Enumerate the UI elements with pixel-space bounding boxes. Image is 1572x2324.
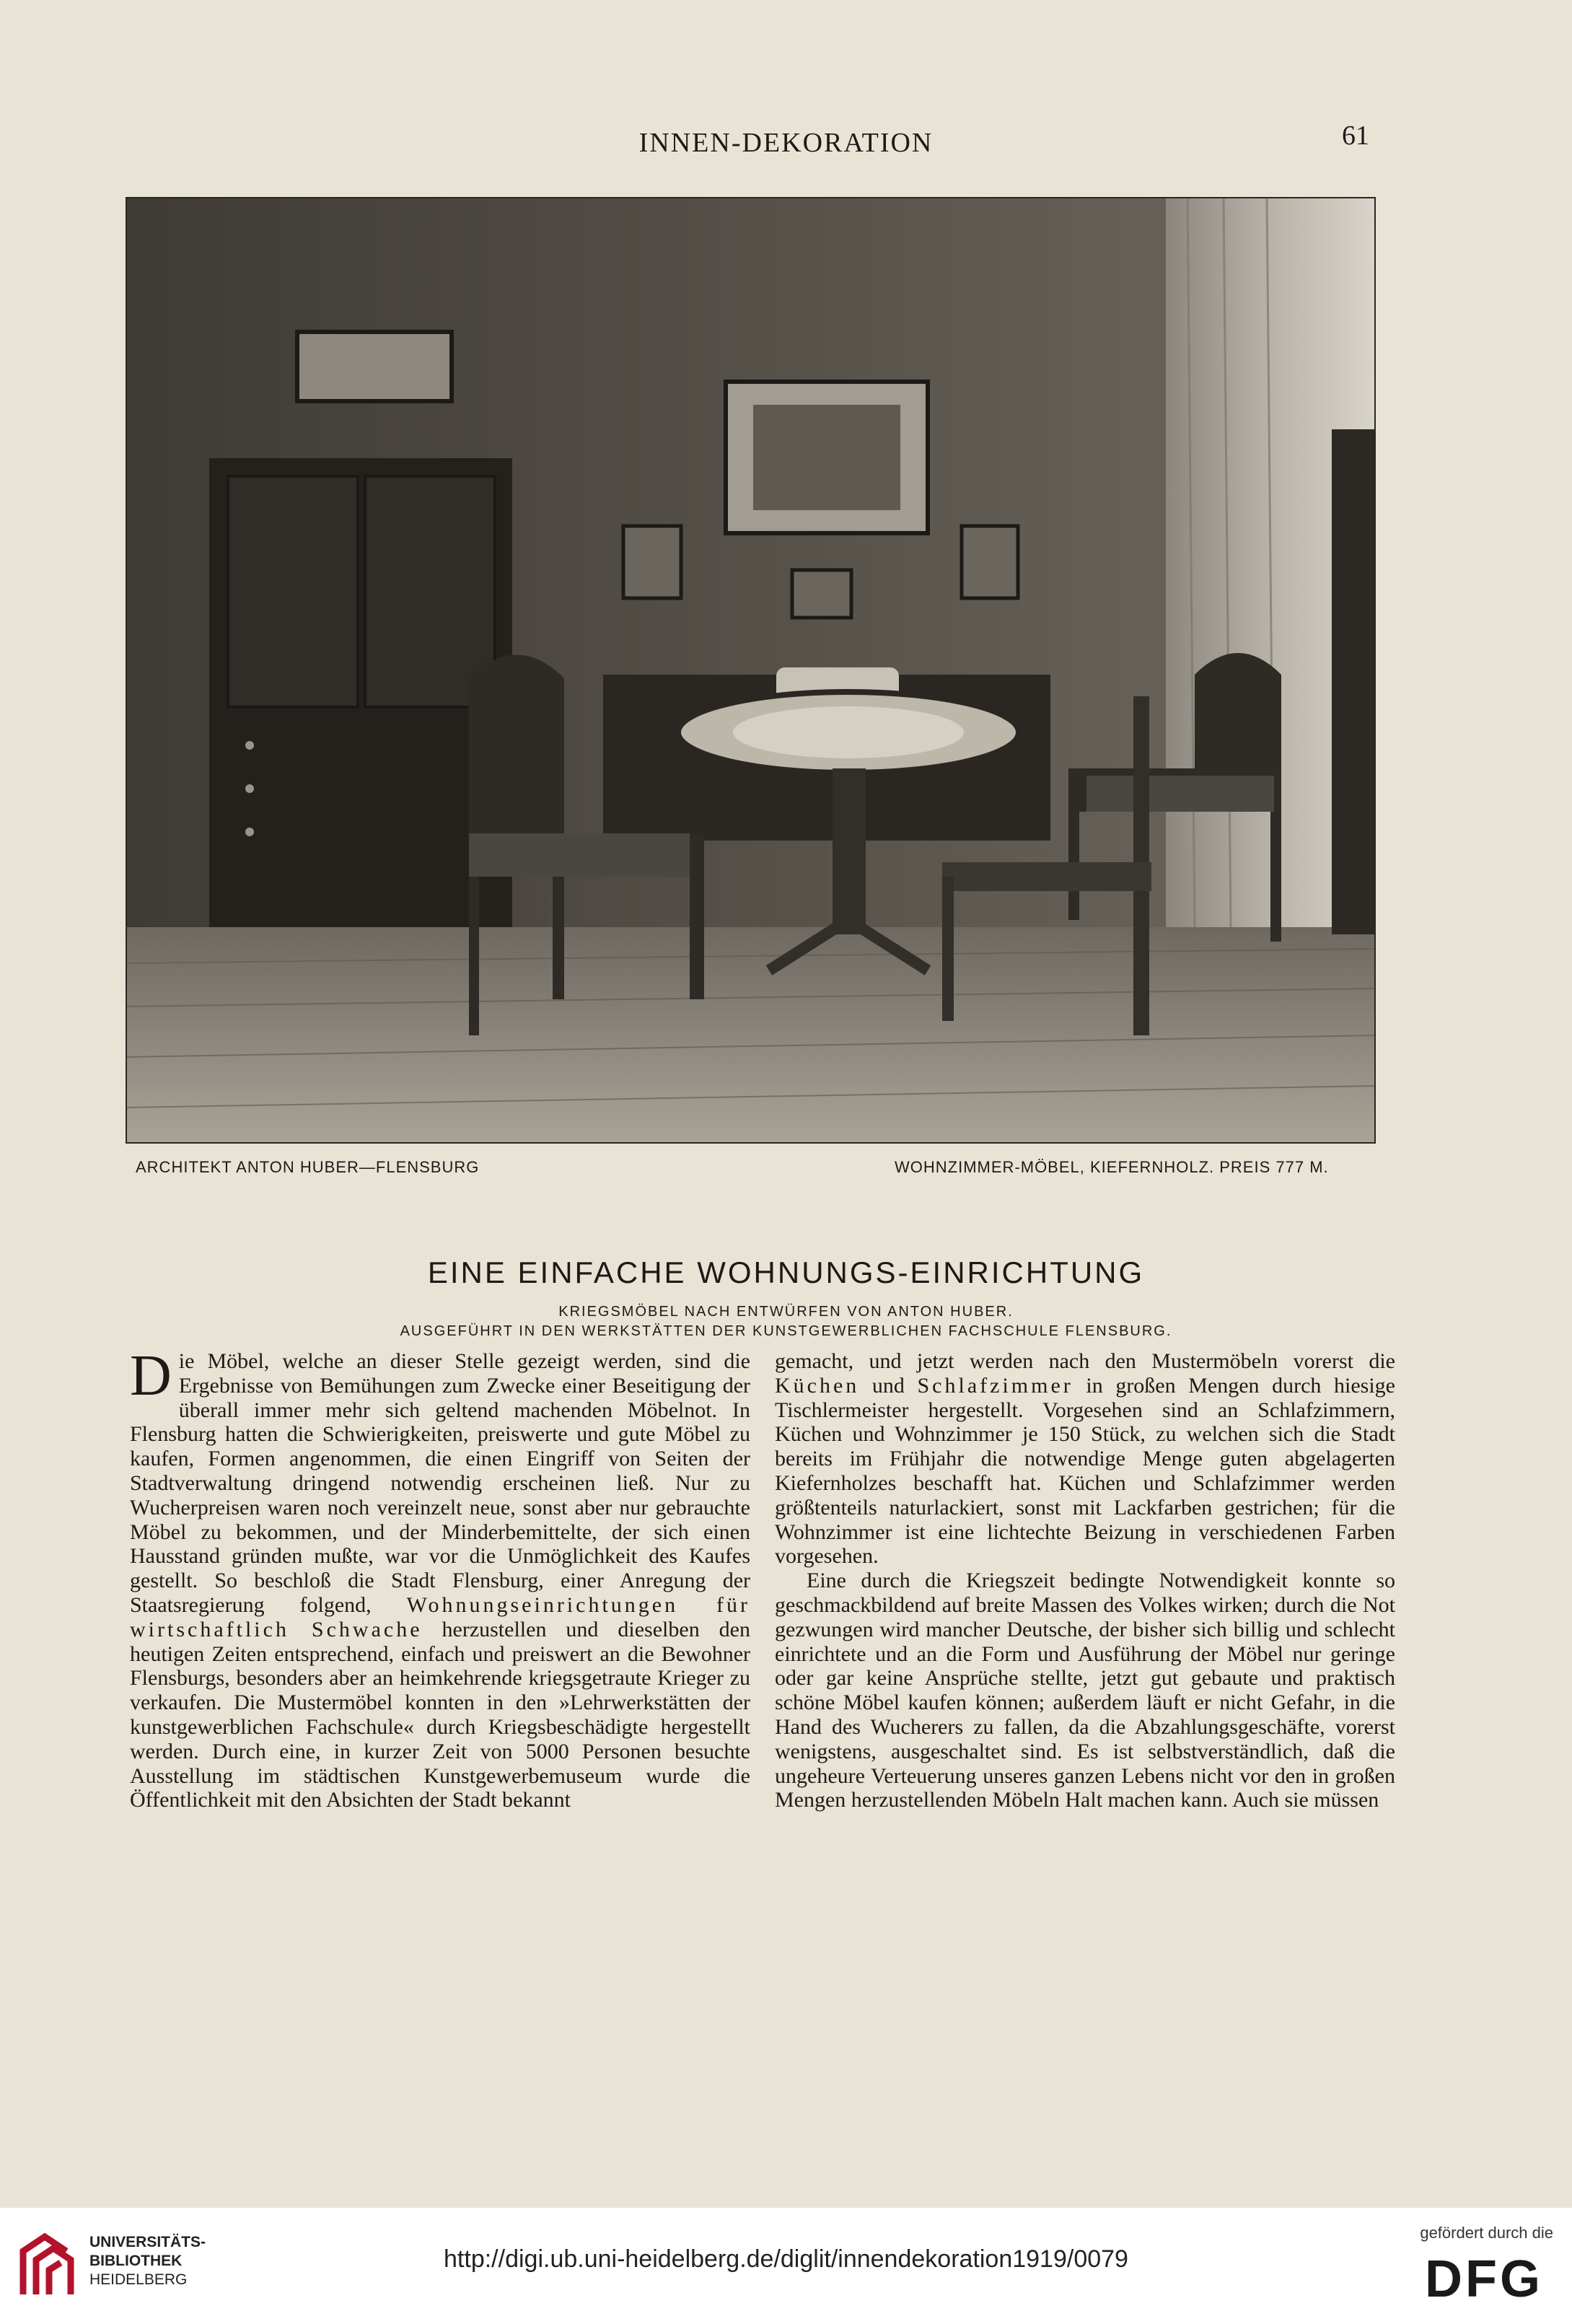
library-name-line-3: HEIDELBERG <box>89 2271 188 2288</box>
paragraph-1-part-b: herzustellen und dieselben den heutigen Zeiten entsprechend, einfach und preiswert an die Bewohner Flensburgs, besonders aber an heimkehrende kriegsgetraute Krieger zu verkaufen. Die Mustermöbel konnten in den »Lehrwerkstätten der kunstgewerblichen Fachschule« durch Kriegsbeschädigte hergestellt werden. Durch eine, in kurzer Zeit von 5000 Personen besuchte Ausstellung im städtischen Kunstgewerbemuseum wurde die Öffentlichkeit mit den Absichten der Stadt bekannt <box>130 1617 750 1812</box>
paragraph-2 <box>775 1349 1395 1569</box>
paragraph-2-part-b: und <box>859 1373 918 1398</box>
paragraph-1-part-a: ie Möbel, welche an dieser Stelle gezeigt werden, sind die Ergebnisse von Bemühungen zum Zwecke einer Beseitigung der überall immer mehr sich geltend machenden Möbelnot. In Flensburg hatten die Schwierigkeiten, preiswerte und gute Möbel zu kaufen, Formen angenommen, die einen Eingriff von Seiten der Stadtverwaltung dringend notwendig erscheinen ließ. Nur zu Wucherpreisen waren noch vereinzelt neue, sonst aber nur gebrauchte Möbel zu bekommen, und der Minderbemittelte, der sich einen Hausstand gründen mußte, war vor die Unmöglichkeit des Kaufes gestellt. So beschloß die Stadt Flensburg, einer Anregung der Staatsregierung folgend, <box>130 1349 750 1617</box>
funding-note: gefördert durch die <box>1420 2224 1553 2242</box>
article-subtitle-2: AUSGEFÜHRT IN DEN WERKSTÄTTEN DER KUNSTGEWERBLICHEN FACHSCHULE FLENSBURG. <box>400 1323 1172 1339</box>
paragraph-3: Eine durch die Kriegszeit bedingte Notwendigkeit konnte so geschmackbildend auf breite Massen des Volkes wirken; durch die Not gezwungen wird mancher Deutsche, der bisher sich billig und schlecht einrichtete und an die Form und Ausführung der Möbel nur geringe oder gar keine Ansprüche stellte, jetzt gut gebaute und praktisch schöne Möbel kaufen können; außerdem läuft er nicht Gefahr, in die Hand des Wucherers zu fallen, da die Abzahlungsgeschäfte, vorerst wenigstens, ausgeschaltet sind. Es ist selbstverständlich, daß die ungeheure Verteuerung unseres ganzen Lebens nicht vor den in großen Mengen herzustellenden Möbeln Halt machen kann. Auch sie müssen <box>775 1569 1395 1812</box>
permalink-url[interactable]: http://digi.ub.uni-heidelberg.de/diglit/innendekoration1919/0079 <box>444 2245 1128 2273</box>
emphasized-kitchens: Küchen <box>775 1373 860 1398</box>
dfg-logo: DFG <box>1425 2250 1543 2308</box>
emphasized-bedrooms: Schlafzimmer <box>917 1373 1073 1398</box>
living-room-photo-graphic <box>127 198 1374 1142</box>
article-subtitle-1: KRIEGSMÖBEL NACH ENTWÜRFEN VON ANTON HUBER. <box>558 1304 1014 1320</box>
library-name-line-1: UNIVERSITÄTS- <box>89 2234 206 2250</box>
paragraph-1 <box>130 1344 750 1812</box>
digital-library-footer <box>0 2208 1572 2324</box>
paragraph-2-part-a: gemacht, und jetzt werden nach den Mustermöbeln vorerst die <box>775 1349 1395 1373</box>
page-number: 61 <box>1342 120 1369 151</box>
interior-photograph <box>126 197 1376 1144</box>
paragraph-2-part-c: in großen Mengen durch hiesige Tischlermeister hergestellt. Vorgesehen sind an Schlafzimmern, Küchen und Wohnzimmer je 150 Stück, zu welchen sich die Stadt bereits im Frühjahr die notwendige Menge guten abgelagerten Kiefernholzes beschafft hat. Küchen und Schlafzimmer werden größtenteils naturlackiert, sonst mit Lackfarben gestrichen; für die Wohnzimmer ist eine lichtechte Beizung in verschiedenen Farben vorgesehen. <box>775 1373 1395 1569</box>
photo-description-caption: WOHNZIMMER-MÖBEL, KIEFERNHOLZ. PREIS 777 M. <box>895 1158 1329 1176</box>
running-head: INNEN-DEKORATION <box>638 128 934 158</box>
library-name-line-2: BIBLIOTHEK <box>89 2253 183 2269</box>
photo-credit-caption: ARCHITEKT ANTON HUBER—FLENSBURG <box>136 1158 480 1176</box>
drop-cap: D <box>130 1344 172 1408</box>
article-title: EINE EINFACHE WOHNUNGS-EINRICHTUNG <box>427 1255 1145 1289</box>
text-column-right <box>775 1349 1395 1812</box>
text-column-left <box>130 1344 750 1812</box>
emphasized-phrase: Wohnungseinrichtungen für wirtschaftlich Schwache <box>130 1592 750 1641</box>
